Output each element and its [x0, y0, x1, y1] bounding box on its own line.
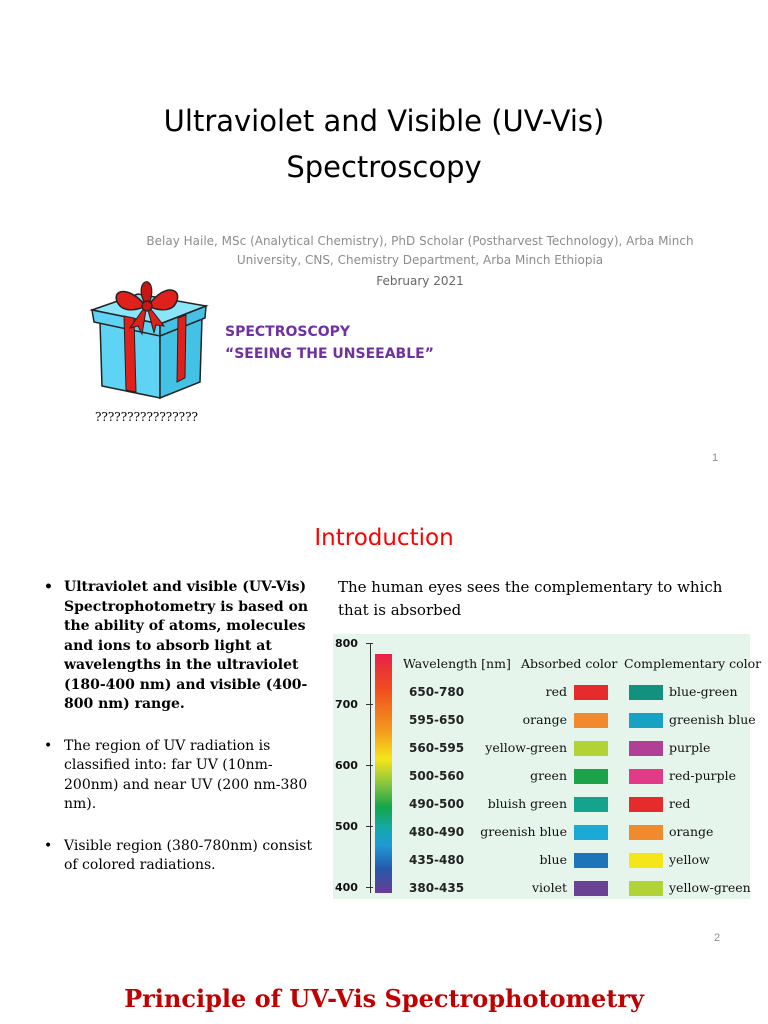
- absorbed-color-label: red: [545, 684, 567, 699]
- header-wavelength: Wavelength [nm]: [403, 656, 511, 671]
- slide1-title-line2: Spectroscopy: [286, 150, 482, 184]
- table-row: [333, 678, 750, 706]
- absorbed-color-label: greenish blue: [480, 824, 567, 839]
- slide3-title: Principle of UV-Vis Spectrophotometry: [124, 984, 644, 1013]
- wavelength-range: 480-490: [409, 825, 465, 839]
- slide1-title-line1: Ultraviolet and Visible (UV-Vis): [163, 104, 605, 138]
- table-row: [333, 762, 750, 790]
- absorbed-swatch: [574, 769, 608, 784]
- absorbed-swatch: [574, 797, 608, 812]
- author-line2: University, CNS, Chemistry Department, Arba Minch Ethiopia: [236, 253, 604, 267]
- complementary-swatch: [629, 685, 663, 700]
- complementary-color-label: red-purple: [669, 768, 737, 783]
- absorbed-color-label: bluish green: [487, 796, 567, 811]
- complementary-color-label: orange: [669, 824, 714, 839]
- complementary-swatch: [629, 769, 663, 784]
- complementary-swatch: [629, 881, 663, 896]
- axis-label: 800: [335, 637, 358, 650]
- table-row: [333, 874, 750, 902]
- wavelength-range: 650-780: [409, 685, 465, 699]
- complementary-color-label: blue-green: [669, 684, 738, 699]
- complementary-swatch: [629, 797, 663, 812]
- bullet-item: • The region of UV radiation is classified into: far UV (10nm-200nm) and near UV (200 nm-380 nm).: [44, 737, 308, 812]
- wavelength-range: 560-595: [409, 741, 465, 755]
- absorbed-color-label: orange: [522, 712, 567, 727]
- gift-box-icon: [86, 278, 211, 408]
- axis-label: 400: [335, 881, 358, 894]
- complementary-swatch: [629, 853, 663, 868]
- bullet-item: • Visible region (380-780nm) consist of colored radiations.: [44, 837, 313, 873]
- page-number: 2: [714, 932, 721, 944]
- spectroscopy-tagline: SPECTROSCOPY: [225, 324, 351, 340]
- absorbed-swatch: [574, 825, 608, 840]
- wavelength-range: 595-650: [409, 713, 465, 727]
- question-marks: ????????????????: [95, 410, 198, 424]
- header-absorbed: Absorbed color: [521, 656, 618, 671]
- header-complementary: Complementary color: [624, 656, 762, 671]
- table-row: [333, 706, 756, 734]
- complementary-heading: The human eyes sees the complementary to which that is absorbed: [338, 578, 723, 619]
- absorbed-swatch: [574, 853, 608, 868]
- absorbed-color-label: violet: [531, 880, 567, 895]
- bullet-dot: •: [44, 837, 53, 854]
- axis-label: 700: [335, 698, 358, 711]
- table-row: [333, 846, 750, 874]
- absorbed-swatch: [574, 881, 608, 896]
- author-line1: Belay Haile, MSc (Analytical Chemistry), PhD Scholar (Postharvest Technology), Arba Minch: [146, 234, 694, 248]
- absorbed-swatch: [574, 685, 608, 700]
- complementary-color-label: yellow: [669, 852, 710, 867]
- bullet-dot: •: [44, 737, 53, 754]
- complementary-color-label: purple: [669, 740, 711, 755]
- wavelength-range: 490-500: [409, 797, 465, 811]
- complementary-color-label: red: [669, 796, 691, 811]
- color-wavelength-table: [333, 634, 762, 899]
- axis-tick: [366, 643, 373, 644]
- absorbed-swatch: [574, 713, 608, 728]
- wavelength-range: 380-435: [409, 881, 465, 895]
- absorbed-color-label: blue: [539, 852, 567, 867]
- table-row: [333, 790, 750, 818]
- slide1-date: February 2021: [376, 274, 464, 288]
- bullet-list: [44, 578, 319, 898]
- axis-label: 600: [335, 759, 358, 772]
- axis-label: 500: [335, 820, 358, 833]
- wavelength-range: 500-560: [409, 769, 465, 783]
- absorbed-color-label: green: [530, 768, 567, 783]
- absorbed-swatch: [574, 741, 608, 756]
- absorbed-color-label: yellow-green: [485, 740, 567, 755]
- slide1-title: [0, 98, 768, 190]
- page-number: 1: [712, 452, 719, 464]
- slide1-author: [110, 232, 730, 270]
- complementary-color-label: yellow-green: [669, 880, 751, 895]
- complementary-swatch: [629, 741, 663, 756]
- complementary-color-label: greenish blue: [669, 712, 756, 727]
- bullet-dot: •: [44, 579, 53, 595]
- complementary-swatch: [629, 713, 663, 728]
- seeing-unseeable-tagline: “SEEING THE UNSEEABLE”: [225, 346, 434, 362]
- bullet-item: • Ultraviolet and visible (UV-Vis) Spectrophotometry is based on the ability of atoms, molecules and ions to absorb light at wavelengths in the ultraviolet (180-400 nm) and visible (400-800 nm) range.: [44, 579, 309, 712]
- table-row: [333, 734, 750, 762]
- complementary-swatch: [629, 825, 663, 840]
- table-row: [333, 818, 750, 846]
- slide2-title: Introduction: [314, 525, 454, 551]
- wavelength-range: 435-480: [409, 853, 465, 867]
